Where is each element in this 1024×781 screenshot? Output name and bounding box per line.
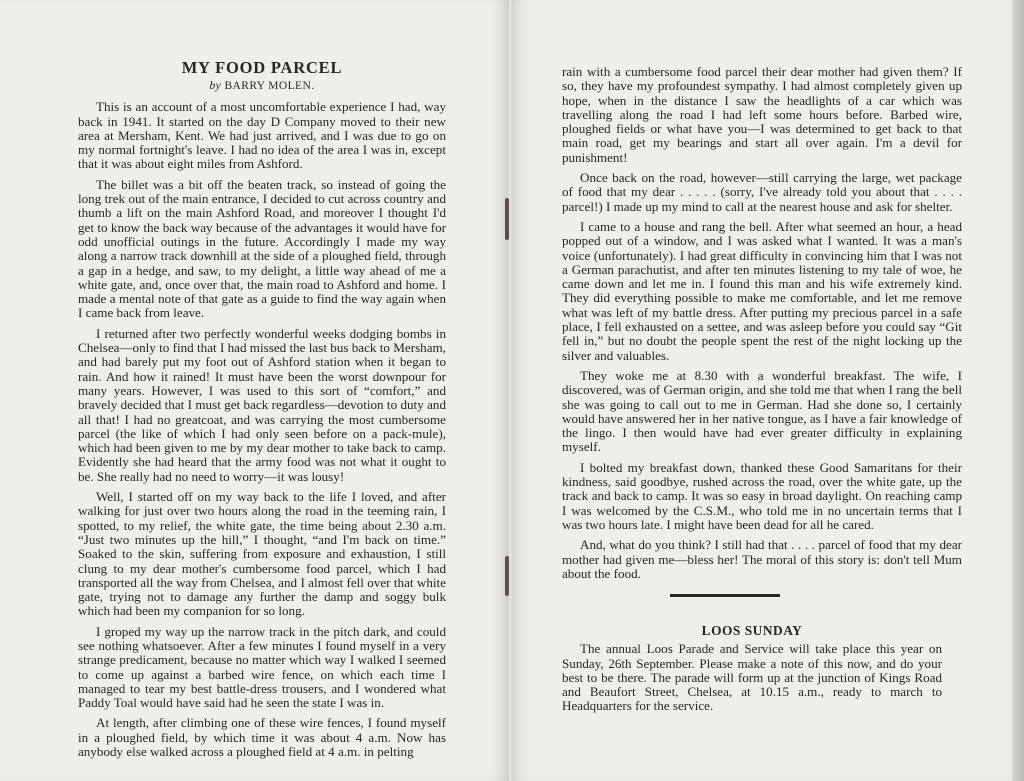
- article-column-left: [78, 58, 446, 765]
- spine-gutter: [507, 0, 513, 781]
- article-paragraph: Well, I started off on my way back to the life I loved, and after walking for just over two hours along the road in the teeming rain, I spotted, to my relief, the white gate, the time being about 2.30 a.m. “Just two minutes up the hill,” I thought, “and I'm back on time.” Soaked to the skin, suffering from exposure and exhaustion, I still clung to my dear mother's cumbersome food parcel, which I had transported all the way from Chelsea, and I almost fell over that white gate, trying not to damage any further the damp and soggy bulk which had been my companion for so long.: [78, 489, 446, 619]
- article-byline: [78, 79, 446, 93]
- article-paragraph: rain with a cumbersome food parcel their dear mother had given them? If so, they have my profoundest sympathy. I had almost completely given up hope, when in the distance I saw the headlights of a car which was travelling along the road I had left some hours before. Barbed wire, ploughed fields or what have you—I was determined to get back to that main road, get my bearings and start all over again. I'm a devil for punishment!: [562, 64, 962, 165]
- article-title: MY FOOD PARCEL: [181, 58, 343, 77]
- notice-text: The annual Loos Parade and Service will take place this year on Sunday, 26th September. Please make a note of this now, and do your best to be there. The parade will form up at the junction of Kings Road and Beaufort Street, Chelsea, at 10.15 a.m., ready to march to Headquarters for the service.: [562, 641, 942, 714]
- article-paragraph: At length, after climbing one of these wire fences, I found myself in a ploughed field, by which time it was about 4 a.m. Now has anybody else walked across a ploughed field at 4 a.m. in pelting: [78, 715, 446, 760]
- notice-title: LOOS SUNDAY: [701, 623, 803, 638]
- article-paragraph: This is an account of a most uncomfortable experience I had, way back in 1941. It started on the day D Company moved to their new area at Mersham, Kent. We had just arrived, and I was due to go on my normal fortnight's leave. I had no idea of the area I was in, except that it was about eight miles from Ashford.: [78, 99, 446, 172]
- left-page: [0, 0, 510, 781]
- article-paragraph: The billet was a bit off the beaten track, so instead of going the long trek out of the main entrance, I decided to cut across country and thumb a lift on the main Ashford Road, and moreover I thought I'd get to know the back way because of the advantages it would have for odd unofficial outings in the future. Accordingly I made my way along a narrow track downhill at the side of a ploughed field, through a gap in a hedge, and saw, to my delight, a little way ahead of me a white gate, and, once over that, the main road to Ashford and home. I made a mental note of that gate as a guide to find the way again when I came back from leave.: [78, 176, 446, 321]
- article-column-right: [562, 65, 962, 587]
- page-edge: [1012, 0, 1024, 781]
- staple-top: [505, 198, 509, 240]
- section-divider: [670, 594, 780, 597]
- article-paragraph: I groped my way up the narrow track in the pitch dark, and could see nothing whatsoever. After a few minutes I found myself in a very strange predicament, because no matter which way I walked I seemed to come up against a barbed wire fence, on which each time I managed to tear my best battle-dress trousers, and I wondered what Paddy Toal would have said had he seen the state I was in.: [78, 623, 446, 711]
- staple-bottom: [505, 556, 509, 596]
- article-paragraph: And, what do you think? I still had that . . . . parcel of food that my dear mother had given me—bless her! The moral of this story is: don't tell Mum about the food.: [562, 537, 962, 581]
- article-paragraph: I came to a house and rang the bell. After what seemed an hour, a head popped out of a window, and I was asked what I wanted. It was a man's voice (unfortunately). I had great difficulty in convincing him that I was not a German parachutist, and after ten minutes listening to my tale of woe, he came down and let me in. I found this man and his wife extremely kind. They did everything possible to make me comfortable, and let me remove what was left of my battle dress. After putting my precious parcel in a safe place, I fell exhausted on a settee, and was asleep before you could say “Git fell in,” but no doubt the people spent the rest of the night locking up the silver and valuables.: [562, 218, 962, 363]
- article-paragraph: I returned after two perfectly wonderful weeks dodging bombs in Chelsea—only to find that I had missed the last bus back to Mersham, and had barely put my foot out of Ashford station when it began to rain. And how it rained! It must have been the worst downpour for many years. However, I was used to this sort of “comfort,” and bravely decided that I must get back regardless—devotion to duty and all that! I had no greatcoat, and was carrying the most cumbersome parcel (the like of which I had only seen before on a pack-mule), which had been given to me by my dear mother to take back to camp. Evidently she had heard that the army food was not what it ought to be. She really had no need to worry—it was lousy!: [78, 325, 446, 484]
- notice-section: [562, 624, 942, 714]
- byline-prefix: by: [209, 80, 222, 92]
- article-paragraph: Once back on the road, however—still carrying the large, wet package of food that my dear . . . . . (sorry, I've already told you about that . . . . parcel!) I made up my mind to call at the nearest house and ask for shelter.: [562, 170, 962, 214]
- article-paragraph: I bolted my breakfast down, thanked these Good Samaritans for their kindness, said goodbye, rushed across the road, over the white gate, up the track and back to camp. It was so easy in broad daylight. On reaching camp I was welcomed by the C.S.M., who told me in no uncertain terms that I was two hours late. I might have been dead for all he cared.: [562, 459, 962, 532]
- author-name: BARRY MOLEN.: [224, 80, 315, 92]
- article-paragraph: They woke me at 8.30 with a wonderful breakfast. The wife, I discovered, was of German origin, and she told me that when I rang the bell she was going to call out to me in German. Had she done so, I certainly would have answered her in her native tongue, as I have a fair knowledge of the lingo. I then would have had ever greater difficulty in explaining myself.: [562, 367, 962, 455]
